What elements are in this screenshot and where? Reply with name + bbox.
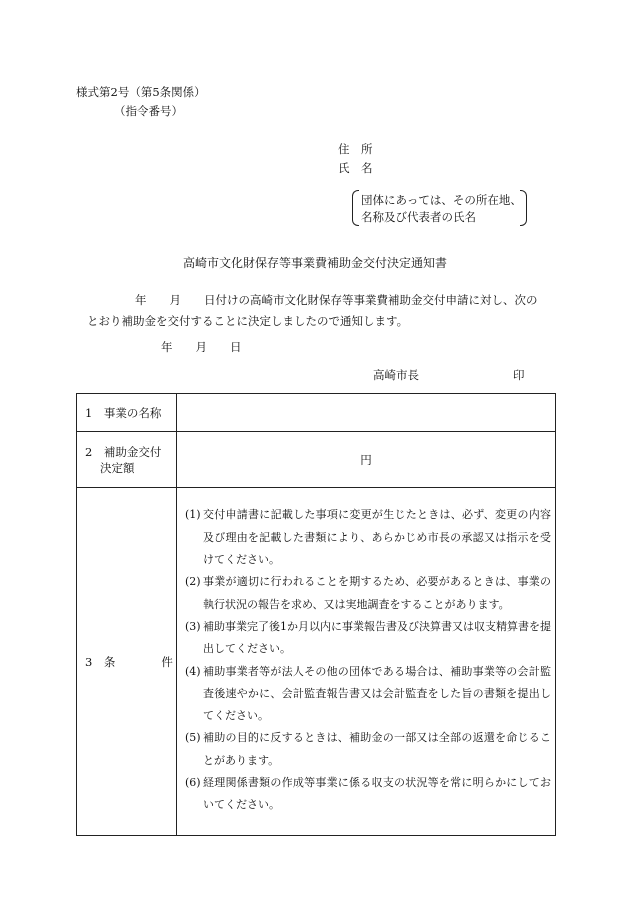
form-number: 様式第2号（第5条関係） <box>76 85 206 99</box>
body-line1: 年 月 日付けの高崎市文化財保存等事業費補助金交付申請に対し、次の <box>135 293 538 307</box>
condition-text: 補助事業者等が法人その他の団体である場合は、補助事業等の会計監査後速やかに、会計監査報告書又は会計監査をした旨の書類を提出してください。 <box>203 664 551 723</box>
condition-number: (1) <box>185 508 201 522</box>
addressee-note-line1: 団体にあっては、その所在地、 <box>361 193 522 207</box>
table-row <box>77 432 556 488</box>
condition-text: 交付申請書に記載した事項に変更が生じたときは、必ず、変更の内容及び理由を記載した書類により、あらかじめ市長の承認又は指示を受けてください。 <box>203 508 551 567</box>
table-row <box>77 488 556 836</box>
condition-number: (2) <box>185 575 201 589</box>
grant-amount-label-line2: 決定額 <box>100 460 135 475</box>
form-table <box>76 393 556 836</box>
directive-number: （指令番号） <box>114 104 183 118</box>
grant-amount-label-line1: 2 補助金交付 <box>85 444 162 459</box>
grant-amount-label-cell <box>77 432 177 488</box>
grant-amount-value: 円 <box>177 432 556 488</box>
conditions-list <box>177 502 555 820</box>
project-name-label-cell <box>77 394 177 432</box>
condition-item <box>185 616 551 661</box>
document-title: 高崎市文化財保存等事業費補助金交付決定通知書 <box>182 256 447 270</box>
project-name-value <box>177 394 556 432</box>
condition-item <box>185 661 551 728</box>
conditions-cell <box>177 488 556 836</box>
condition-text: 補助事業完了後1か月以内に事業報告書及び決算書又は収支精算書を提出してください。 <box>203 619 551 656</box>
condition-number: (4) <box>185 664 201 678</box>
condition-text: 補助の目的に反するときは、補助金の一部又は全部の返還を命じることがあります。 <box>203 731 551 767</box>
condition-item <box>185 727 551 772</box>
seal-mark: 印 <box>513 368 525 382</box>
address-label: 住 所 <box>338 142 373 156</box>
condition-number: (6) <box>185 775 201 789</box>
addressee-note <box>352 190 527 226</box>
condition-item <box>185 504 551 571</box>
body-line2: とおり補助金を交付することに決定しましたので通知します。 <box>87 314 409 328</box>
date-line: 年 月 日 <box>161 340 242 354</box>
condition-number: (3) <box>185 619 201 633</box>
conditions-label-cell <box>77 488 177 836</box>
table-row <box>77 394 556 432</box>
condition-item <box>185 571 551 616</box>
conditions-label: 3 条 件 <box>85 654 173 669</box>
project-name-label: 1 事業の名称 <box>85 405 162 420</box>
issuer: 高崎市長 <box>373 368 419 382</box>
name-label: 氏 名 <box>338 161 373 175</box>
condition-item <box>185 772 551 817</box>
condition-number: (5) <box>185 731 201 745</box>
left-bracket <box>352 190 359 226</box>
condition-text: 事業が適切に行われることを期するため、必要があるときは、事業の執行状況の報告を求め、又は実地調査をすることがあります。 <box>203 575 551 611</box>
addressee-note-line2: 名称及び代表者の氏名 <box>361 210 476 224</box>
condition-text: 経理関係書類の作成等事業に係る収支の状況等を常に明らかにしておいてください。 <box>203 775 551 812</box>
